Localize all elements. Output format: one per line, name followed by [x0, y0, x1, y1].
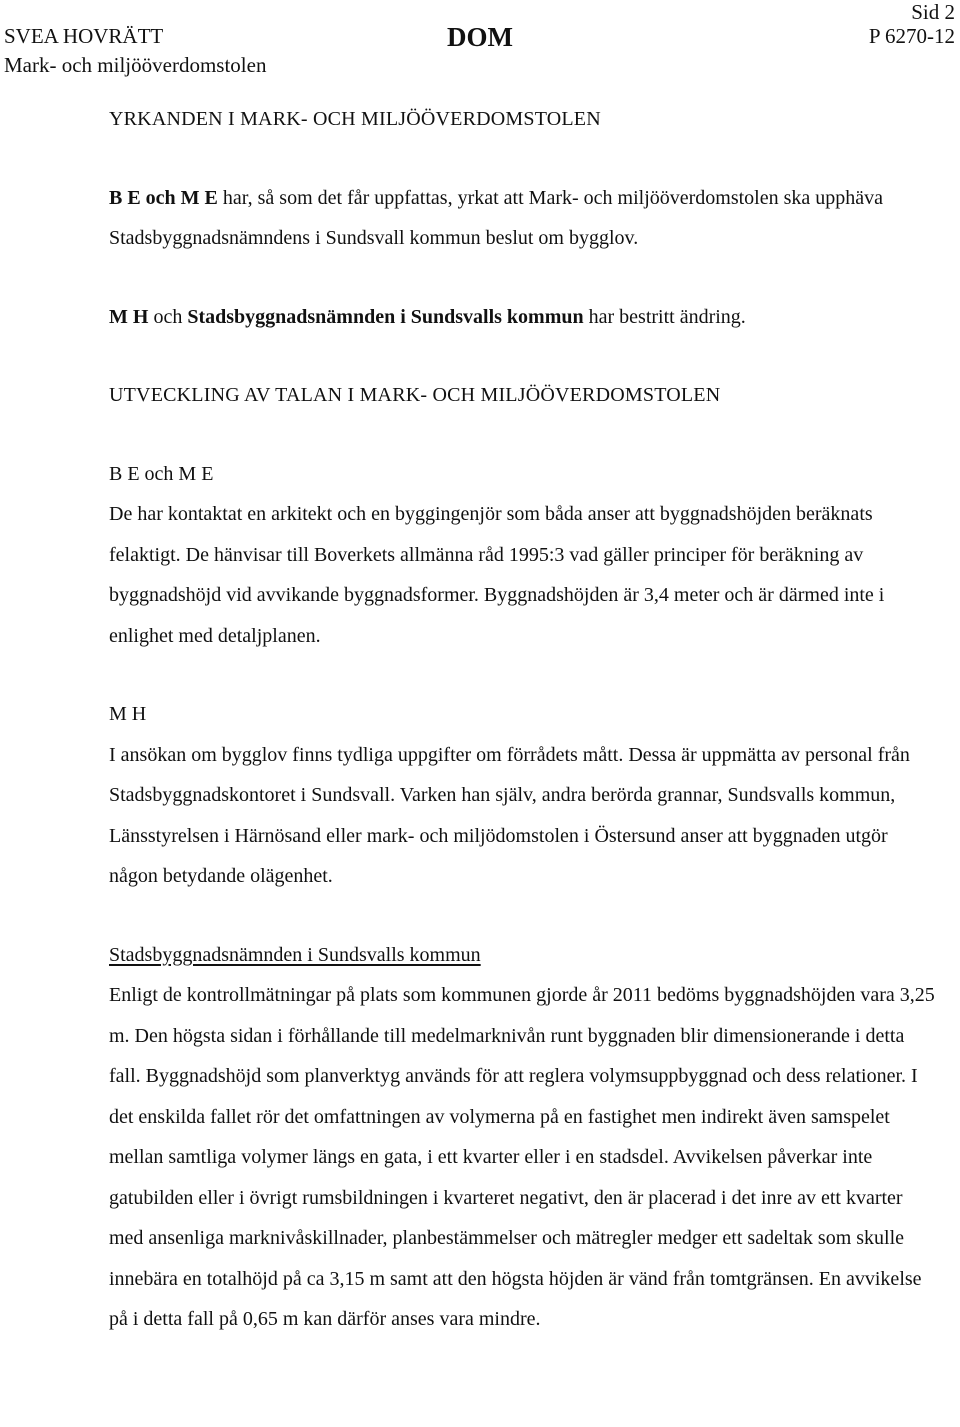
- party1-label: B E och M E: [109, 462, 214, 485]
- court-name: SVEA HOVRÄTT: [4, 24, 164, 48]
- department-name: Mark- och miljööverdomstolen: [4, 53, 267, 77]
- claims-text-2: har bestritt ändring.: [583, 305, 746, 328]
- party3-text: Enligt de kontrollmätningar på plats som kommunen gjorde år 2011 bedöms byggnadshöjden vara 3,25 m. Den högsta sidan i förhållande till medelmarknivån runt byggnaden blir dimensionerande i detta fall. Byggnadshöjd som planverktyg används för att reglera volymsuppbyggnad och dess relationer. I det enskilda fallet rör det omfattningen av volymerna på en fastighet men indirekt även samspelet mellan samtliga volymer längs en gata, i ett kvarter eller i en stadsdel. Avvikelsen påverkar inte gatubilden eller i övrigt rumsbildningen i kvarteret negativt, den är placerad i det inre av ett kvarter med ansenliga marknivåskillnader, planbestämmelser och mätregler medger ett sadeltak som skulle innebära en totalhöjd på ca 3,15 m samt att den högsta höjden är vänd från tomtgränsen. En avvikelse på i detta fall på 0,65 m kan därför anses vara mindre.: [109, 984, 935, 1330]
- claims-paragraph-1: [109, 178, 939, 259]
- party2-label: M H: [109, 703, 147, 725]
- case-number: P 6270-12: [868, 24, 955, 48]
- respondent-name: M H: [109, 305, 149, 328]
- document-body: [109, 99, 939, 1340]
- claims-text-1: har, så som det får uppfattas, yrkat att Mark- och miljööverdomstolen ska upphäva Stadsbyggnadsnämndens i Sundsvall kommun beslut om bygglov.: [109, 186, 884, 249]
- claims-paragraph-2: [109, 297, 939, 338]
- document-type: DOM: [447, 22, 513, 52]
- party3-label: Stadsbyggnadsnämnden i Sundsvalls kommun: [109, 943, 481, 966]
- party2-text: I ansökan om bygglov finns tydliga uppgifter om förrådets mått. Dessa är uppmätta av personal från Stadsbyggnadskontoret i Sundsvall. Varken han själv, andra berörda grannar, Sundsvalls kommun, Länsstyrelsen i Härnösand eller mark- och miljödomstolen i Östersund anser att byggnaden utgör någon betydande olägenhet.: [109, 743, 910, 887]
- claims-connector: och: [148, 305, 188, 328]
- party1-text: De har kontaktat en arkitekt och en byggingenjör som båda anser att byggnadshöjden beräknats felaktigt. De hänvisar till Boverkets allmänna råd 1995:3 vad gäller principer för beräkning av byggnadshöjd vid avvikande byggnadsformer. Byggnadshöjden är 3,4 meter och är därmed inte i enlighet med detaljplanen.: [109, 503, 885, 647]
- claimant-names: B E och M E: [109, 186, 218, 209]
- claims-heading: YRKANDEN I MARK- OCH MILJÖÖVERDOMSTOLEN: [109, 108, 601, 130]
- page-number: Sid 2: [911, 0, 955, 24]
- development-heading: UTVECKLING AV TALAN I MARK- OCH MILJÖÖVERDOMSTOLEN: [109, 384, 721, 406]
- respondent-authority: Stadsbyggnadsnämnden i Sundsvalls kommun: [187, 305, 584, 328]
